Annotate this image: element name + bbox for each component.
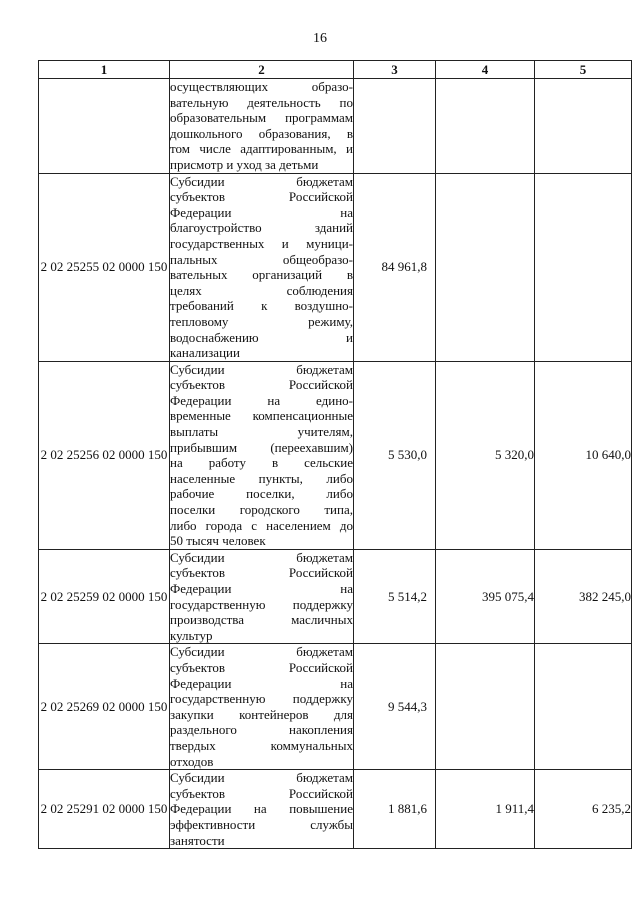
table-row: [39, 361, 632, 549]
row-value-col5: [535, 173, 632, 361]
row-value-col3: 9 544,3: [354, 644, 436, 770]
page-number: 16: [313, 31, 327, 46]
row-value-col4: [436, 173, 535, 361]
description-line: прибывшим (переехавшим): [170, 439, 353, 455]
description-line: поселки городского типа,: [170, 502, 353, 518]
description-line: производства масличных: [170, 612, 353, 628]
description-line: субъектов Российской: [170, 659, 353, 675]
row-value-col5: [535, 644, 632, 770]
table-row: [39, 770, 632, 849]
row-code: 2 02 25256 02 0000 150: [39, 361, 170, 549]
description-line: твердых коммунальных: [170, 737, 353, 753]
row-description: [170, 770, 354, 849]
description-line: благоустройство зданий: [170, 220, 353, 236]
description-line: субъектов Российской: [170, 377, 353, 393]
budget-table: [38, 60, 632, 849]
description-line: государственных и муници-: [170, 235, 353, 251]
description-line: Федерации на: [170, 675, 353, 691]
description-line: отходов: [170, 753, 214, 769]
description-line: рабочие поселки, либо: [170, 486, 353, 502]
row-value-col3: 1 881,6: [354, 770, 436, 849]
row-description: [170, 644, 354, 770]
row-value-col5: 382 245,0: [535, 549, 632, 644]
table-row: [39, 173, 632, 361]
description-line: вательных организаций в: [170, 267, 353, 283]
description-line: закупки контейнеров для: [170, 706, 353, 722]
header-row: [39, 61, 632, 79]
description-line: либо города с населением до: [170, 517, 353, 533]
description-line: государственную поддержку: [170, 596, 353, 612]
description-line: Субсидии бюджетам: [170, 361, 353, 377]
description-line: целях соблюдения: [170, 282, 353, 298]
row-value-col3: 5 530,0: [354, 361, 436, 549]
row-value-col4: 1 911,4: [436, 770, 535, 849]
column-header-4: 4: [436, 61, 535, 79]
description-line: образовательным программам: [170, 110, 353, 126]
row-description: [170, 549, 354, 644]
row-value-col5: [535, 79, 632, 174]
row-value-col4: [436, 79, 535, 174]
column-header-1: 1: [39, 61, 170, 79]
table-row: [39, 644, 632, 770]
description-line: вательную деятельность по: [170, 94, 353, 110]
description-line: Федерации на: [170, 204, 353, 220]
row-description: [170, 361, 354, 549]
column-header-3: 3: [354, 61, 436, 79]
description-line: Федерации на едино-: [170, 392, 353, 408]
description-line: присмотр и уход за детьми: [170, 156, 319, 172]
description-line: Федерации на повышение: [170, 801, 353, 817]
description-line: Федерации на: [170, 581, 353, 596]
description-line: временные компенсационные: [170, 408, 353, 424]
row-value-col5: 6 235,2: [535, 770, 632, 849]
row-description: [170, 173, 354, 361]
row-value-col3: [354, 79, 436, 174]
row-value-col4: [436, 644, 535, 770]
table-row: [39, 79, 632, 174]
description-line: Субсидии бюджетам: [170, 644, 353, 660]
row-description: [170, 79, 354, 174]
row-code: 2 02 25255 02 0000 150: [39, 173, 170, 361]
description-line: канализации: [170, 345, 240, 361]
description-line: дошкольного образования, в: [170, 125, 353, 141]
description-line: том числе адаптированным, и: [170, 141, 353, 157]
row-code: 2 02 25269 02 0000 150: [39, 644, 170, 770]
description-line: раздельного накопления: [170, 722, 353, 738]
column-header-5: 5: [535, 61, 632, 79]
description-line: Субсидии бюджетам: [170, 770, 353, 786]
description-line: Субсидии бюджетам: [170, 173, 353, 189]
description-line: пальных общеобразо-: [170, 251, 353, 267]
description-line: 50 тысяч человек: [170, 533, 266, 549]
description-line: государственную поддержку: [170, 691, 353, 707]
description-line: требований к воздушно-: [170, 298, 353, 314]
row-value-col3: 5 514,2: [354, 549, 436, 644]
description-line: на работу в сельские: [170, 455, 353, 471]
description-line: населенные пункты, либо: [170, 470, 353, 486]
description-line: субъектов Российской: [170, 785, 353, 801]
description-line: эффективности службы: [170, 816, 353, 832]
description-line: тепловому режиму,: [170, 313, 353, 329]
description-line: культур: [170, 627, 213, 643]
row-code: 2 02 25259 02 0000 150: [39, 549, 170, 644]
row-value-col3: 84 961,8: [354, 173, 436, 361]
description-line: водоснабжению и: [170, 329, 353, 345]
row-code: [39, 79, 170, 174]
row-value-col4: 5 320,0: [436, 361, 535, 549]
description-line: субъектов Российской: [170, 565, 353, 581]
column-header-2: 2: [170, 61, 354, 79]
row-value-col4: 395 075,4: [436, 549, 535, 644]
table-row: [39, 549, 632, 644]
row-value-col5: 10 640,0: [535, 361, 632, 549]
table-body: [39, 79, 632, 849]
row-code: 2 02 25291 02 0000 150: [39, 770, 170, 849]
description-line: Субсидии бюджетам: [170, 549, 353, 565]
description-line: выплаты учителям,: [170, 424, 353, 440]
description-line: субъектов Российской: [170, 189, 353, 205]
description-line: занятости: [170, 832, 225, 848]
description-line: осуществляющих образо-: [170, 79, 353, 94]
